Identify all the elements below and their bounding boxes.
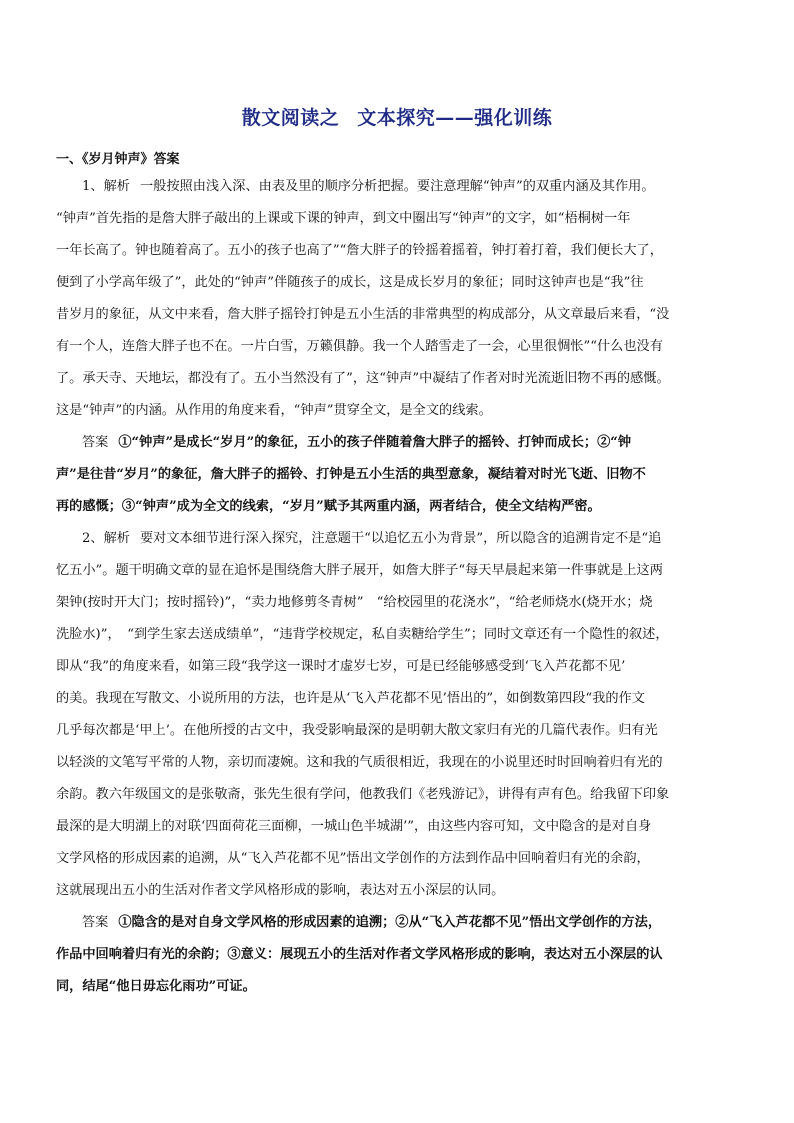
q2-line: 这就展现出五小的生活对作者文学风格形成的影响，表达对五小深层的认同。: [56, 883, 505, 898]
q2-label: 2、解析: [82, 531, 130, 546]
a2-label: 答案: [82, 915, 109, 930]
q1-text: 一般按照由浅入深、由表及里的顺序分析把握。要注意理解“钟声”的双重内涵及其作用。: [139, 179, 655, 194]
q1-line: 这是“钟声”的内涵。从作用的角度来看，“钟声”贯穿全文，是全文的线索。: [56, 403, 492, 418]
q2-line: 文学风格的形成因素的追溯，从“飞入芦花都不见”悟出文学创作的方法到作品中回响着归有光的余韵，: [56, 851, 650, 866]
a1-line: 声”是往昔“岁月”的象征，詹大胖子的摇铃、打钟是五小生活的典型意象，凝结着对时光飞逝、旧物不: [56, 467, 646, 482]
a1-line: 再的感慨；③“钟声”成为全文的线索，“岁月”赋予其两重内涵，两者结合，使全文结构严密。: [56, 499, 601, 514]
q2-text: 要对文本细节进行深入探究，注意题干“以追忆五小为背景”，所以隐含的追溯肯定不是“追: [139, 531, 662, 546]
q1-line: 便到了小学高年级了”，此处的“钟声”伴随孩子的成长，这是成长岁月的象征；同时这钟声也是“我”往: [56, 275, 644, 290]
q2-line: 几乎每次都是‘甲上’。在他所授的古文中，我受影响最深的是明朝大散文家归有光的几篇代表作。归有光: [56, 723, 658, 738]
a1-line-1: [82, 433, 744, 453]
a2-line: 同，结尾“他日毋忘化雨功”可证。: [56, 979, 256, 994]
a2-line: 作品中回响着归有光的余韵；③意义：展现五小的生活对作者文学风格形成的影响，表达对五小深层的认: [56, 947, 663, 962]
q1-line-1: [82, 177, 744, 197]
q1-label: 1、解析: [82, 179, 130, 194]
q2-line: 余韵。教六年级国文的是张敬斋，张先生很有学问，他教我们《老残游记》，讲得有声有色。给我留下印象: [56, 787, 670, 802]
title-part-1: 散文阅读之: [241, 107, 340, 129]
q1-line: 一年长高了。钟也随着高了。五小的孩子也高了”“詹大胖子的铃摇着摇着，钟打着打着，我们便长大了，: [56, 243, 663, 258]
q1-line: 昔岁月的象征，从文中来看，詹大胖子摇铃打钟是五小生活的非常典型的构成部分，从文章最后来看，“没: [56, 307, 670, 322]
page-title: [0, 103, 794, 130]
q2-line: 洗脸水)”， “到学生家去送成绩单”，“违背学校规定，私自卖糖给学生”；同时文章还有一个隐性的叙述，: [56, 627, 669, 642]
q2-line: 最深的是大明湖上的对联‘四面荷花三面柳，一城山色半城湖’”，由这些内容可知，文中隐含的是对自身: [56, 819, 652, 834]
a2-text: ①隐含的是对自身文学风格的形成因素的追溯；②从“飞入芦花都不见”悟出文学创作的方法，: [118, 915, 662, 930]
q2-line: 忆五小”。题干明确文章的显在追怀是围绕詹大胖子展开，如詹大胖子“每天早晨起来第一件事就是上这两: [56, 563, 663, 578]
q2-line: 即从“我”的角度来看，如第三段“我学这一课时才虚岁七岁，可是已经能够感受到‘飞入芦花都不见’: [56, 659, 626, 674]
q2-line-1: [82, 529, 744, 549]
a1-text: ①“钟声”是成长“岁月”的象征，五小的孩子伴随着詹大胖子的摇铃、打钟而成长；②“钟: [118, 435, 632, 450]
q1-line: 有一个人，连詹大胖子也不在。一片白雪，万籁俱静。我一个人踏雪走了一会，心里很惆怅”“什么也没有: [56, 339, 663, 354]
q2-line: 以轻淡的文笔写平常的人物，亲切而凄婉。这和我的气质很相近，我现在的小说里还时时回响着归有光的: [56, 755, 663, 770]
a2-line-1: [82, 913, 744, 933]
section-heading: 一、《岁月钟声》答案: [56, 152, 180, 167]
title-part-2: 文本探究——强化训练: [357, 107, 553, 129]
a1-label: 答案: [82, 435, 109, 450]
q1-line: “钟声”首先指的是詹大胖子敲出的上课或下课的钟声，到文中圈出写“钟声”的文字，如“梧桐树一年: [56, 211, 631, 226]
q1-line: 了。承天寺、天地坛，都没有了。五小当然没有了”，这“钟声”中凝结了作者对时光流逝旧物不再的感慨。: [56, 371, 670, 386]
q2-line: 架钟(按时开大门；按时摇铃)”，“卖力地修剪冬青树” “给校园里的花浇水”，“给老师烧水(烧开水；烧: [56, 595, 653, 610]
q2-line: 的美。我现在写散文、小说所用的方法，也许是从‘飞入芦花都不见’悟出的”，如倒数第四段“我的作文: [56, 691, 645, 706]
